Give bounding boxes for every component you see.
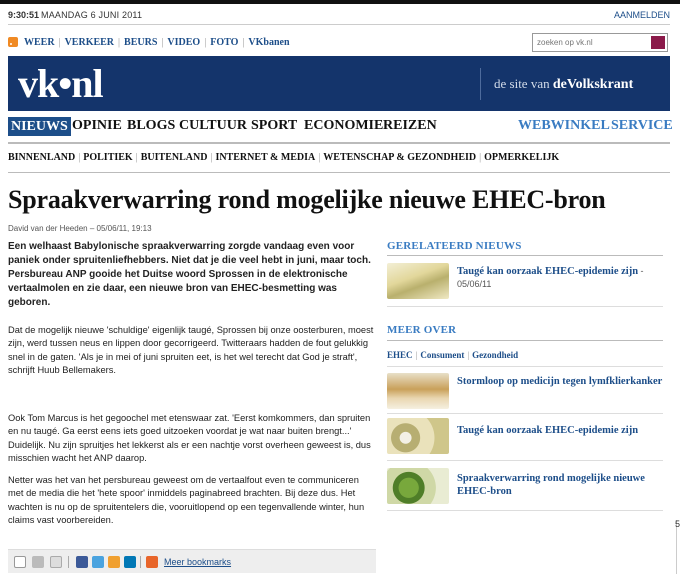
nav-blogs[interactable]: BLOGS: [127, 118, 176, 133]
divider: [387, 413, 663, 414]
related-thumbnail-sprouts[interactable]: [387, 263, 449, 299]
article-byline: David van der Heeden – 05/06/11, 19:13: [8, 224, 152, 233]
logo-vk: vk: [18, 61, 59, 106]
tag-ehec[interactable]: EHEC: [387, 350, 413, 360]
separator: |: [135, 152, 138, 163]
related-news-title: GERELATEERD NIEUWS: [387, 240, 522, 252]
service-link-beurs[interactable]: BEURS: [124, 37, 158, 48]
separator: |: [204, 37, 207, 48]
topic-tags: [387, 350, 518, 360]
separator: |: [242, 37, 245, 48]
clock: 9:30:51: [8, 10, 40, 20]
separator: |: [118, 37, 121, 48]
top-info-bar: [8, 8, 670, 24]
service-link-weer[interactable]: WEER: [24, 37, 55, 48]
article-lead: Een welhaast Babylonische spraakverwarring zorgde vandaag even voor paniek onder spruitenliefhebbers. Niet dat je die veel hebt in juni, maar toch. Persbureau ANP gooide het Duitse woord Sprossen in de elektronische vertaalmolen en zie daar, een nieuwe bron van EHEC-besmetting was geboren.: [8, 241, 371, 308]
subnav-buitenland[interactable]: BUITENLAND: [140, 152, 208, 163]
logo-nl: nl: [71, 61, 103, 106]
twitter-icon[interactable]: [92, 556, 104, 568]
subnav-wetenschap-gezondheid[interactable]: WETENSCHAP & GEZONDHEID: [323, 152, 477, 163]
nav-opinie[interactable]: OPINIE: [72, 118, 122, 133]
search-box: [532, 33, 668, 52]
divider: [387, 306, 663, 307]
service-link-verkeer[interactable]: VERKEER: [64, 37, 115, 48]
banner-divider: [480, 68, 481, 100]
service-link-foto[interactable]: FOTO: [210, 37, 239, 48]
divider: [387, 510, 663, 511]
share-bar: [8, 549, 376, 573]
subnav-opmerkelijk[interactable]: OPMERKELIJK: [484, 152, 560, 163]
more-link[interactable]: Spraakverwarring rond mogelijke nieuwe EHEC-bron: [457, 473, 645, 497]
bookmark-icon[interactable]: [50, 556, 62, 568]
subnav-binnenland[interactable]: BINNENLAND: [8, 152, 76, 163]
more-link[interactable]: Taugé kan oorzaak EHEC-epidemie zijn: [457, 425, 639, 436]
separator: |: [161, 37, 164, 48]
separator: |: [467, 350, 470, 360]
hyves-icon[interactable]: [108, 556, 120, 568]
article-paragraph: Netter was het van het persbureau geweest om de vertaalfout even te communiceren met de media die het 'hete spoor' inmiddels paginabreed brachten. Bij deze dus. Het wachten is nu op de spruitentelers die, vooruitlopend op een tegenvallende winter, hun claims vast voorbereiden.: [8, 475, 365, 526]
sub-nav: [8, 152, 670, 166]
separator: |: [479, 152, 482, 163]
more-about-title: MEER OVER: [387, 324, 457, 336]
separator: [68, 556, 69, 568]
search-button[interactable]: [651, 36, 665, 49]
separator: |: [210, 152, 213, 163]
current-date: MAANDAG 6 JUNI 2011: [41, 10, 143, 20]
more-bookmarks-link[interactable]: Meer bookmarks: [164, 557, 232, 567]
print-icon[interactable]: [32, 556, 44, 568]
nav-cultuur[interactable]: CULTUUR: [179, 118, 247, 133]
plus-icon[interactable]: [146, 556, 158, 568]
mail-icon[interactable]: [14, 556, 26, 568]
more-link[interactable]: Stormloop op medicijn tegen lymfklierkanker: [457, 376, 663, 387]
nav-reizen[interactable]: REIZEN: [383, 118, 437, 133]
tag-gezondheid[interactable]: Gezondheid: [472, 350, 519, 360]
subnav-politiek[interactable]: POLITIEK: [83, 152, 133, 163]
more-thumbnail-pills[interactable]: [387, 373, 449, 409]
site-banner: [8, 56, 670, 111]
nav-nieuws[interactable]: NIEUWS: [8, 117, 71, 136]
main-nav: [8, 117, 673, 137]
article-headline: Spraakverwarring rond mogelijke nieuwe EHEC-bron: [8, 185, 606, 214]
service-bar: [8, 33, 670, 53]
volkskrant-brand: deVolkskrant: [552, 77, 634, 92]
vk-nl-logo[interactable]: [18, 60, 103, 107]
nav-sport[interactable]: SPORT: [251, 118, 298, 133]
article-paragraph: Dat de mogelijk nieuwe 'schuldige' eigenlijk taugé, Sprossen bij onze oosterburen, moest zijn, werd tussen neus en lippen door gecorrigeerd. Twitteraars hadden de fout gelukkig snel in de gaten. 'Als je in mei of juni spruiten eet, is het wel terecht dat God je straft', schrijft Huub Bellemakers.: [8, 325, 374, 376]
more-thumbnail-sprouts[interactable]: [387, 418, 449, 454]
related-link[interactable]: [457, 265, 663, 291]
top-black-bar: [0, 0, 680, 4]
logo-dot: •: [58, 61, 72, 106]
separator: |: [415, 350, 418, 360]
related-link-date: - 05/06/11: [457, 266, 644, 289]
divider: [8, 142, 670, 144]
divider: [387, 460, 663, 461]
more-thumbnail-brussels-sprouts[interactable]: [387, 468, 449, 504]
service-link-video[interactable]: VIDEO: [167, 37, 201, 48]
separator: |: [318, 152, 321, 163]
nav-economie[interactable]: ECONOMIE: [304, 118, 384, 133]
rss-icon[interactable]: [8, 37, 18, 47]
article-paragraph: Ook Tom Marcus is het gegoochel met etenswaar zat. 'Eerst komkommers, dan spruiten en nu taugé. Ga eerst eens iets goed uitzoeken voordat je wat naar buiten brengt...' Duidelijk. Nu zijn spruitjes het lekkerst als er een nachtje vorst overheen geweest is, dus misschien wacht het ANP daarop.: [8, 413, 371, 464]
related-link-title: Taugé kan oorzaak EHEC-epidemie zijn: [457, 266, 639, 277]
separator: [140, 556, 141, 568]
subnav-internet-media[interactable]: INTERNET & MEDIA: [215, 152, 316, 163]
divider: [387, 340, 663, 341]
separator: |: [58, 37, 61, 48]
divider: [8, 172, 670, 173]
linkedin-icon[interactable]: [124, 556, 136, 568]
site-van-text: de site van: [494, 76, 553, 91]
divider: [387, 366, 663, 367]
facebook-icon[interactable]: [76, 556, 88, 568]
search-input[interactable]: [537, 37, 649, 48]
service-links: [24, 37, 290, 48]
edge-digit: 5: [675, 519, 680, 529]
login-link[interactable]: AANMELDEN: [613, 10, 670, 20]
tag-consument[interactable]: Consument: [420, 350, 465, 360]
divider: [8, 24, 670, 25]
nav-webwinkel[interactable]: WEBWINKEL: [518, 118, 610, 133]
volkskrant-link[interactable]: [494, 76, 633, 93]
separator: |: [78, 152, 81, 163]
service-link-vkbanen[interactable]: VKbanen: [248, 37, 290, 48]
nav-service[interactable]: SERVICE: [611, 118, 673, 133]
divider: [387, 255, 663, 256]
